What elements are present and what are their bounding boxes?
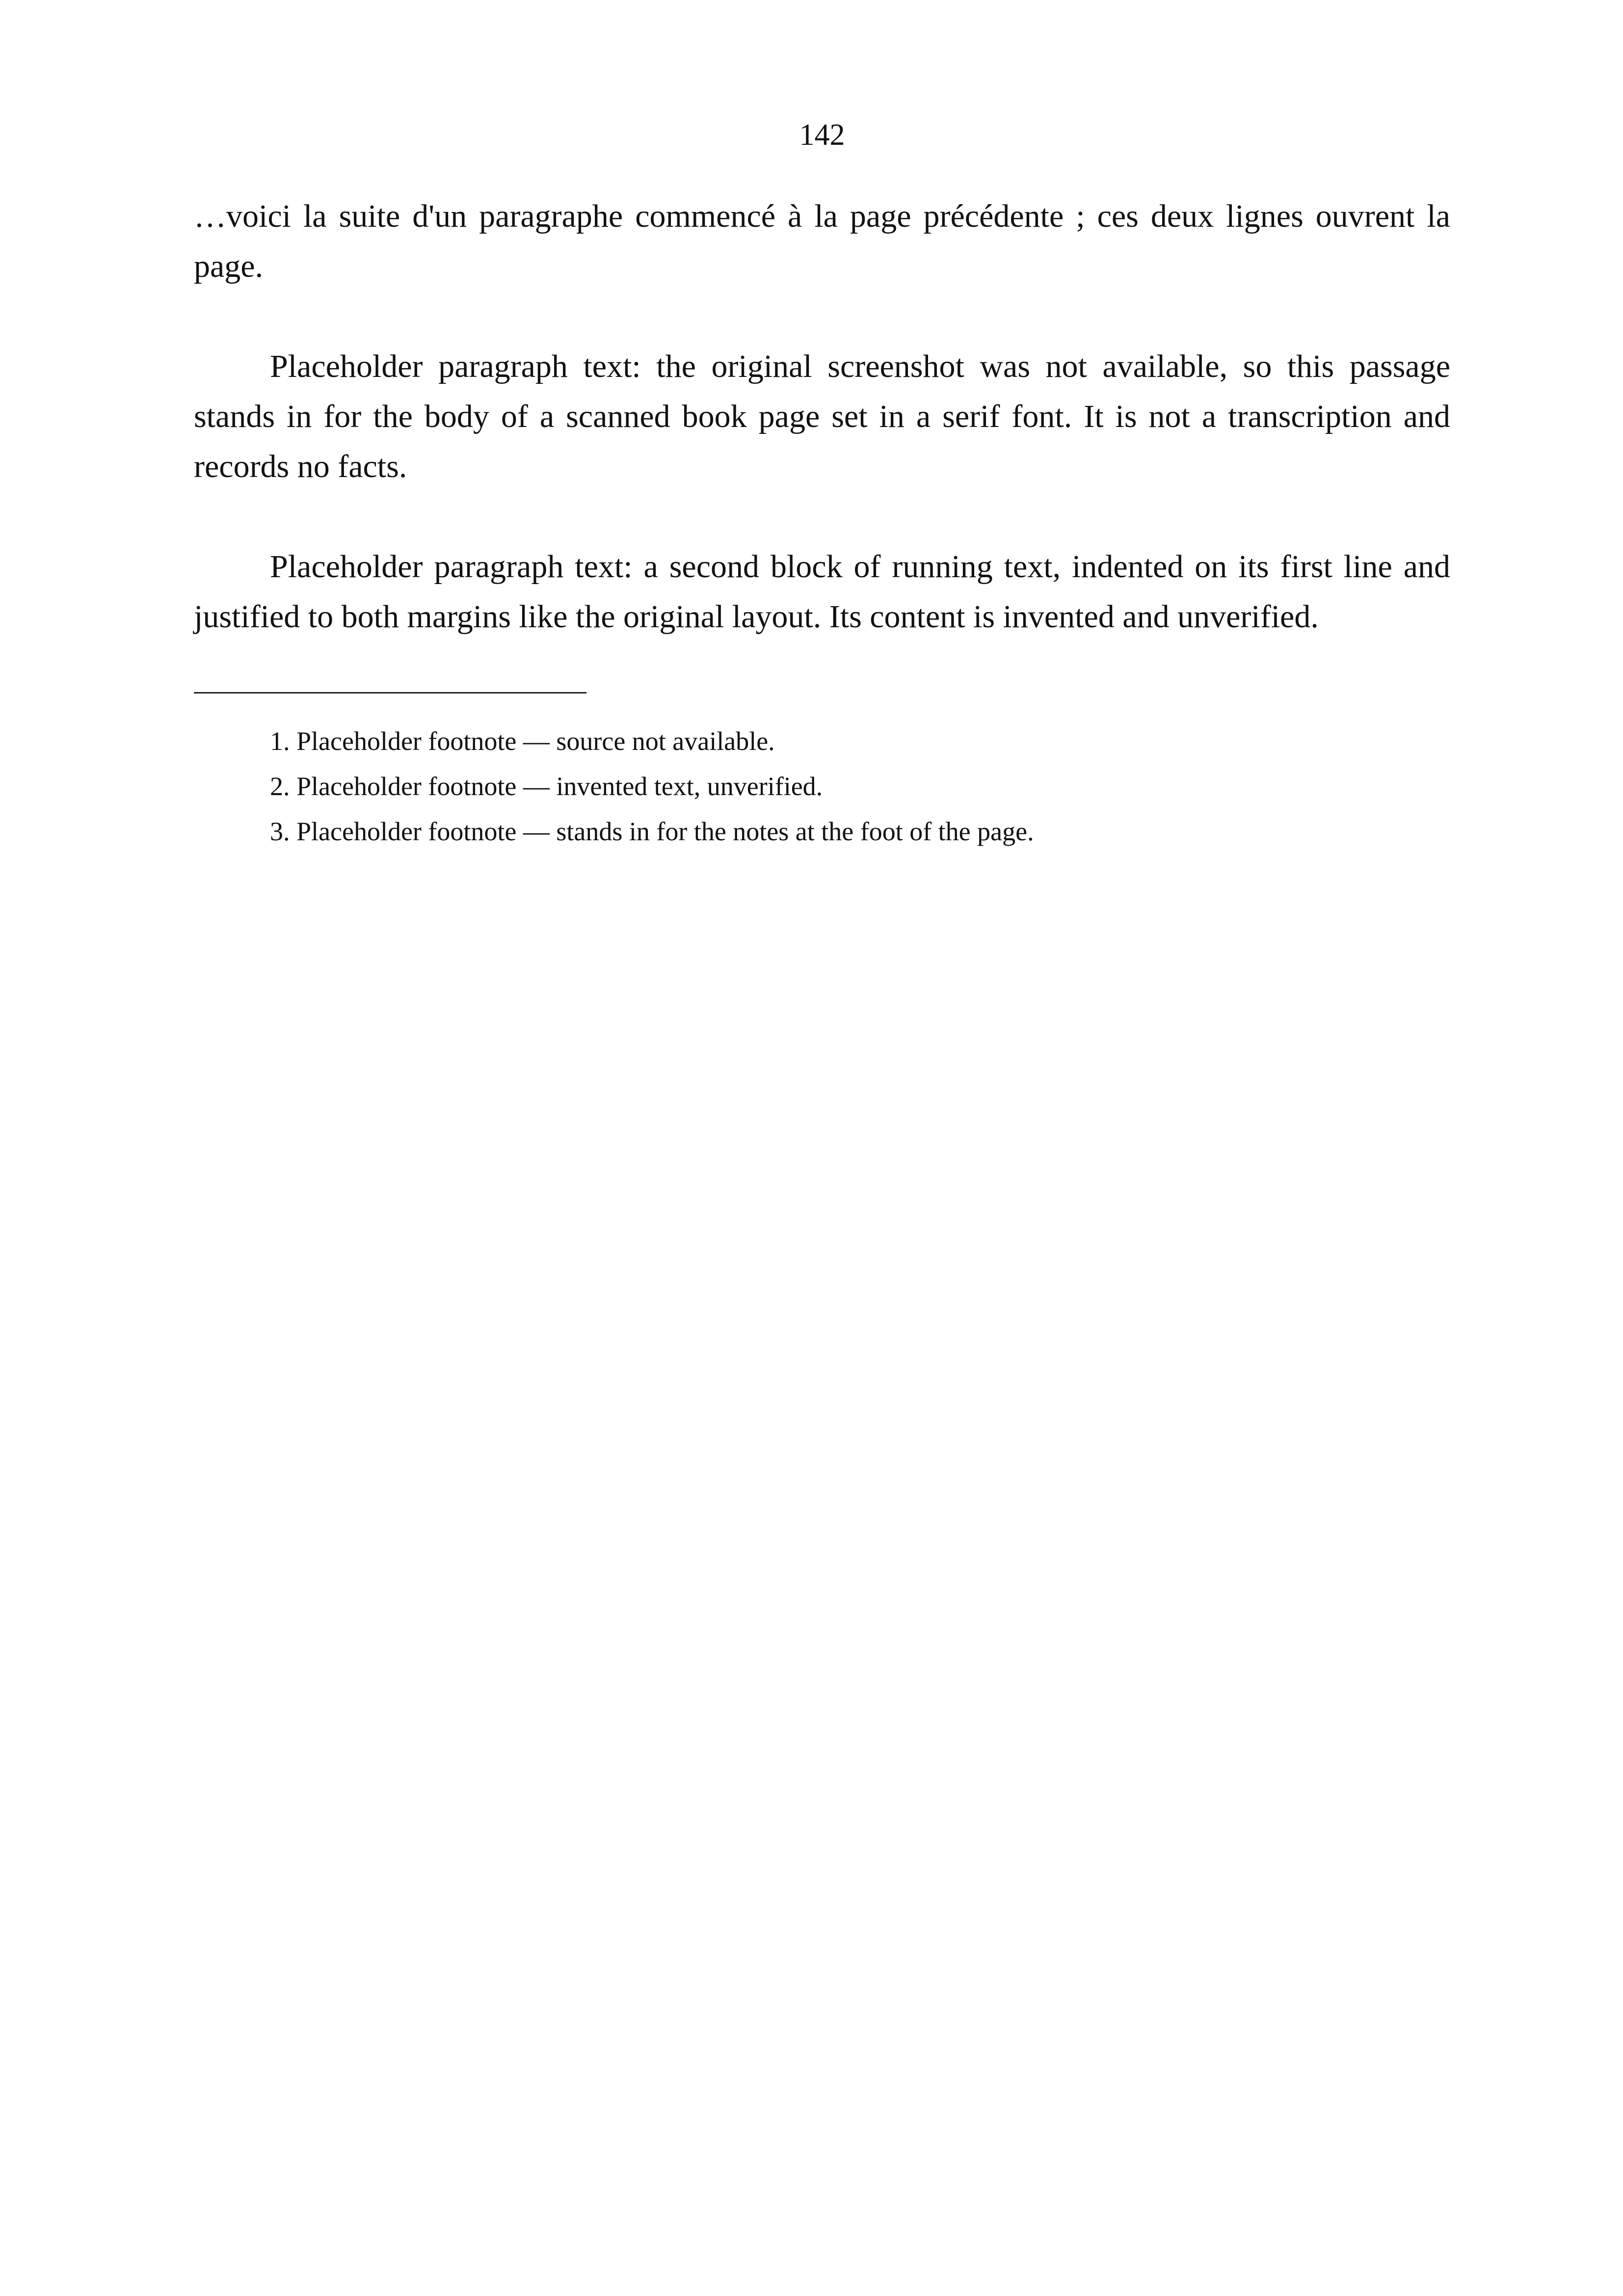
footnote: 2. Placeholder footnote — invented text, unverified. [270, 772, 823, 801]
footnote: 1. Placeholder footnote — source not available. [270, 726, 775, 756]
document-page [194, 113, 1450, 2174]
page-number: 142 [799, 118, 845, 152]
body-paragraph: …voici la suite d'un paragraphe commencé à la page précédente ; ces deux lignes ouvrent la page. [194, 198, 1450, 284]
footnotes [194, 723, 1450, 850]
body-paragraph: Placeholder paragraph text: the original screenshot was not available, so this passage stands in for the body of a scanned book page set in a serif font. It is not a transcription and records no facts. [194, 348, 1450, 484]
body-text [194, 191, 1450, 642]
footnote-separator [194, 692, 586, 694]
body-paragraph: Placeholder paragraph text: a second block of running text, indented on its first line and justified to both margins like the original layout. Its content is invented and unverified. [194, 549, 1450, 635]
footnote: 3. Placeholder footnote — stands in for the notes at the foot of the page. [270, 817, 1034, 846]
